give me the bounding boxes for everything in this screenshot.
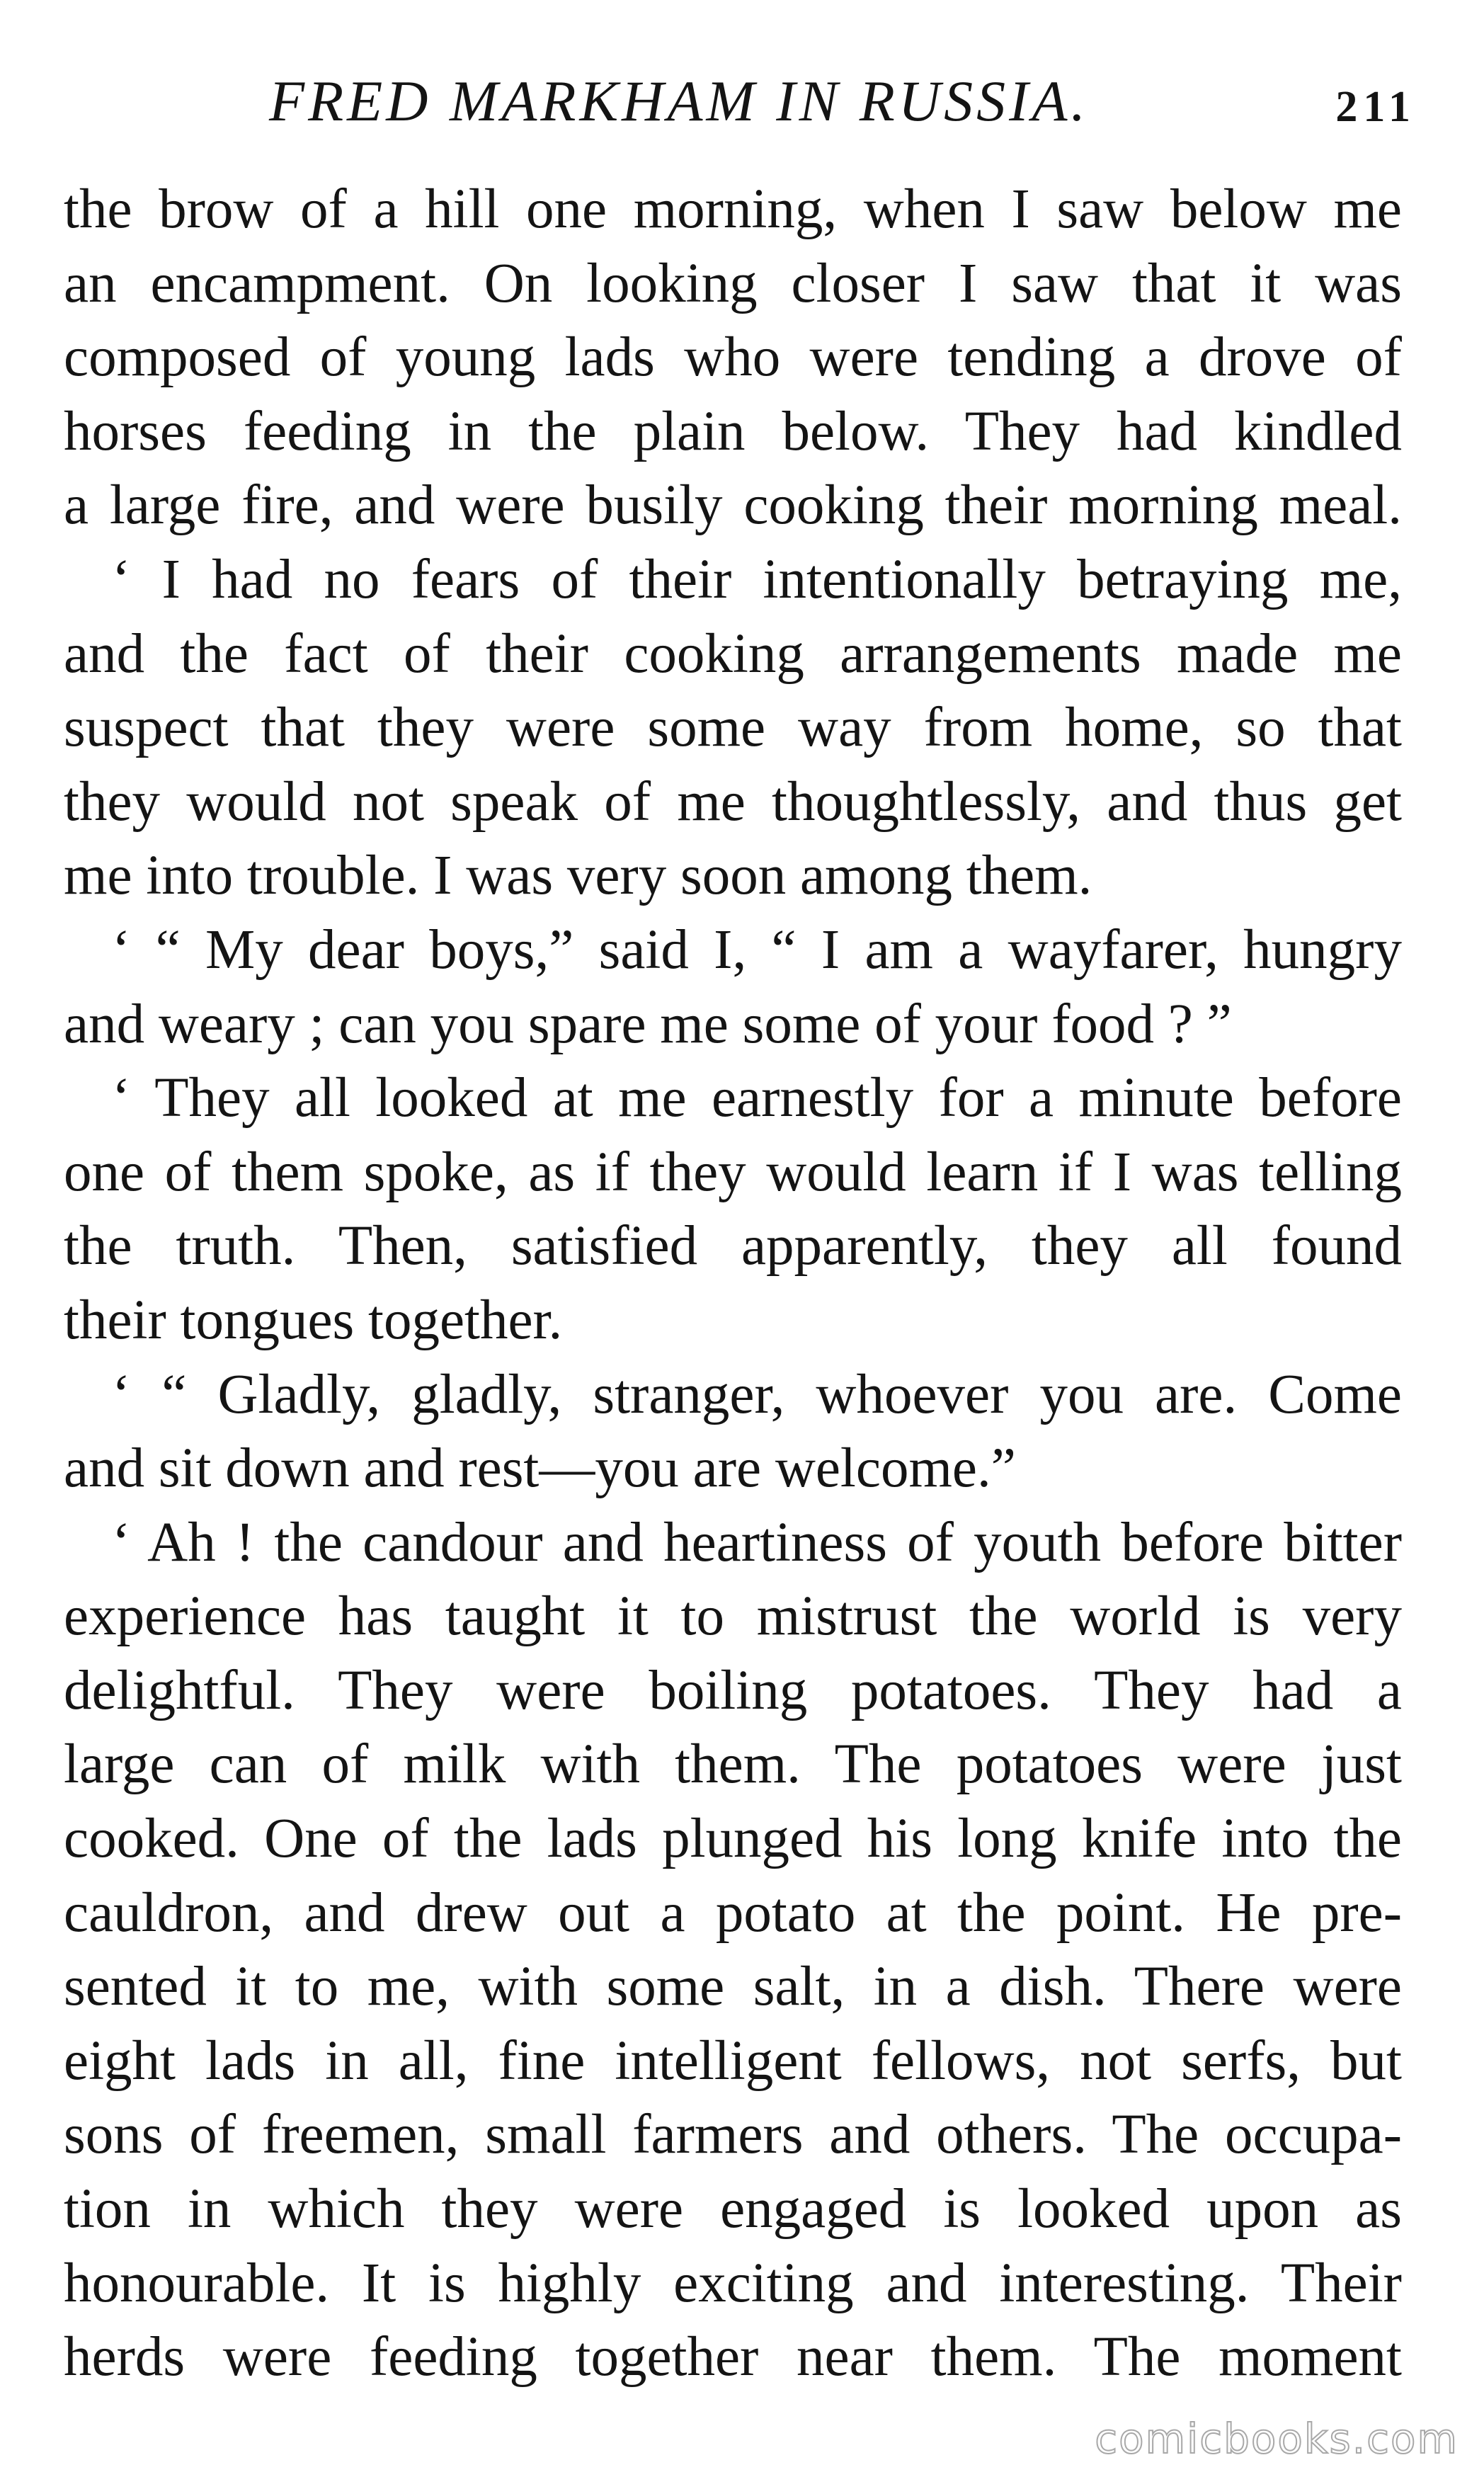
text-line: composed of young lads who were tending a drove of xyxy=(64,326,1402,389)
running-title: FRED MARKHAM IN RUSSIA. xyxy=(269,69,1089,133)
text-line: the truth. Then, satisfied apparently, they all found xyxy=(64,1215,1402,1277)
running-head xyxy=(64,62,1416,140)
text-line: suspect that they were some way from home, so that xyxy=(64,697,1402,759)
paragraph xyxy=(64,543,1402,913)
text-line: they would not speak of me thoughtlessly, and thus get xyxy=(64,770,1402,833)
paragraph xyxy=(64,1061,1402,1357)
text-line: a large fire, and were busily cooking their morning meal. xyxy=(64,474,1402,537)
watermark: comicbooks.com xyxy=(1095,2415,1459,2463)
paragraph xyxy=(64,1506,1402,2395)
text-line: and weary ; can you spare me some of your food ? ” xyxy=(64,993,1232,1055)
text-line: honourable. It is highly exciting and interesting. Their xyxy=(64,2252,1402,2314)
text-line: horses feeding in the plain below. They had kindled xyxy=(64,400,1402,462)
text-line: ‘ I had no fears of their intentionally betraying me, xyxy=(112,548,1402,610)
text-line: experience has taught it to mistrust the world is very xyxy=(64,1585,1402,1648)
text-line: herds were feeding together near them. The moment xyxy=(64,2326,1402,2388)
text-line: and the fact of their cooking arrangements made me xyxy=(64,622,1402,685)
text-line: the brow of a hill one morning, when I saw below me xyxy=(64,178,1402,240)
text-line: me into trouble. I was very soon among them. xyxy=(64,845,1092,907)
text-line: ‘ “ My dear boys,” said I, “ I am a wayfarer, hungry xyxy=(112,918,1402,981)
text-line: eight lads in all, fine intelligent fellows, not serfs, but xyxy=(64,2029,1402,2092)
text-line: sons of freemen, small farmers and others. The occupa- xyxy=(64,2104,1402,2166)
text-line: delightful. They were boiling potatoes. They had a xyxy=(64,1659,1402,1721)
text-line: sented it to me, with some salt, in a dish. There were xyxy=(64,1956,1402,2018)
text-line: cauldron, and drew out a potato at the point. He pre- xyxy=(64,1881,1402,1944)
text-line: ‘ “ Gladly, gladly, stranger, whoever you are. Come xyxy=(112,1363,1402,1425)
body-text xyxy=(64,173,1402,2395)
paragraph xyxy=(64,173,1402,543)
page-number: 211 xyxy=(1335,83,1416,131)
text-line: one of them spoke, as if they would learn if I was telling xyxy=(64,1141,1402,1203)
paragraph xyxy=(64,913,1402,1061)
text-line: their tongues together. xyxy=(64,1289,563,1351)
text-line: tion in which they were engaged is looked upon as xyxy=(64,2178,1402,2240)
text-line: ‘ Ah ! the candour and heartiness of youth before bitter xyxy=(112,1511,1402,1573)
text-line: ‘ They all looked at me earnestly for a minute before xyxy=(112,1067,1402,1129)
paragraph xyxy=(64,1358,1402,1506)
text-line: an encampment. On looking closer I saw that it was xyxy=(64,252,1402,314)
text-line: large can of milk with them. The potatoes were just xyxy=(64,1733,1402,1796)
text-line: and sit down and rest—you are welcome.” xyxy=(64,1437,1016,1500)
text-line: cooked. One of the lads plunged his long knife into the xyxy=(64,1808,1402,1870)
